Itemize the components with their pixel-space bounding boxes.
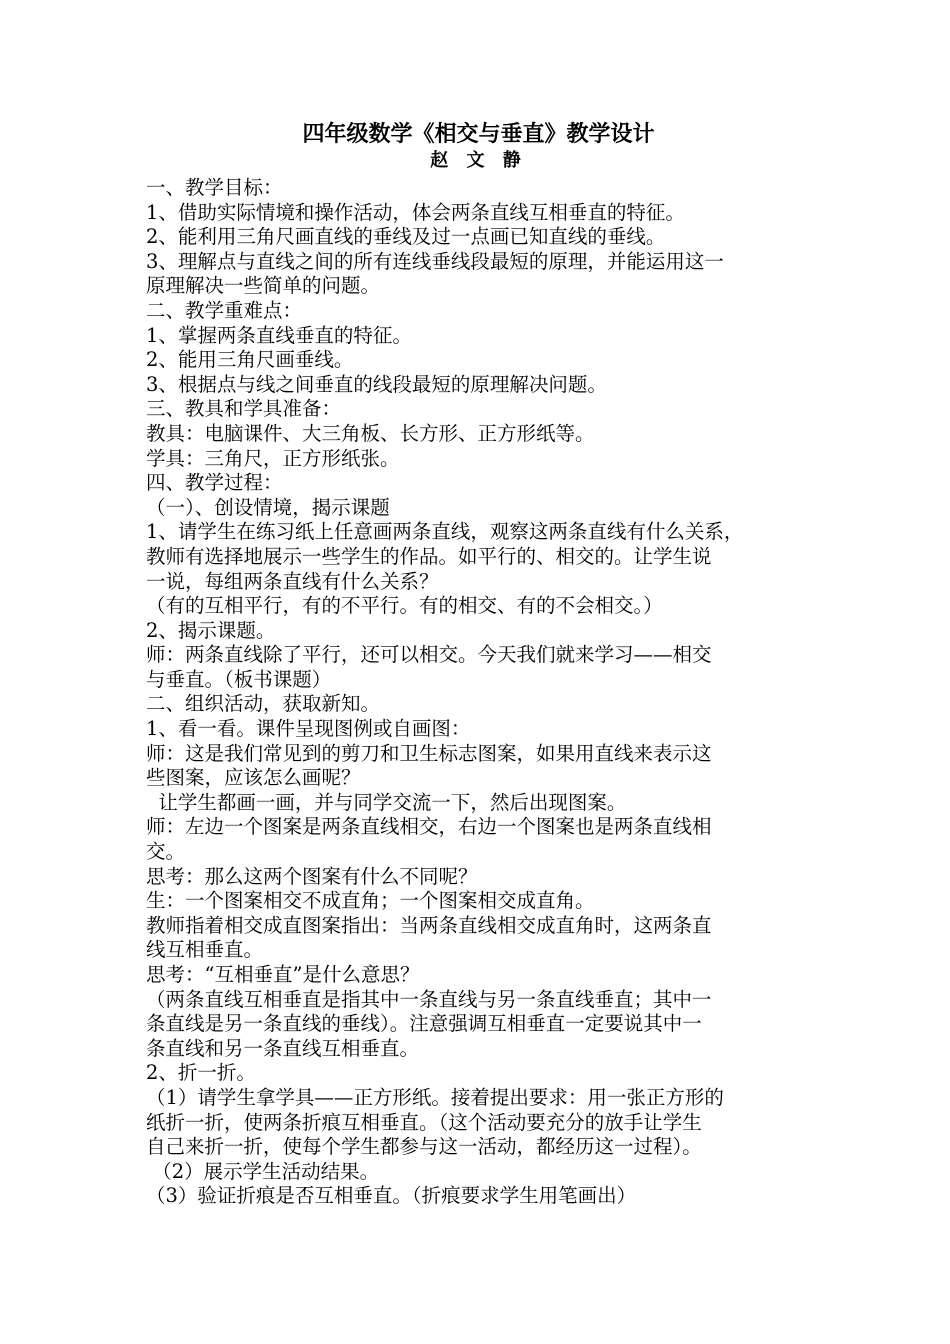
body-line: 师：两条直线除了平行，还可以相交。今天我们就来学习——相交	[146, 643, 712, 667]
body-line: 2、能利用三角尺画直线的垂线及过一点画已知直线的垂线。	[146, 225, 666, 249]
body-line: 二、组织活动，获取新知。	[146, 692, 381, 716]
body-line: 四、教学过程：	[146, 471, 283, 495]
body-line: 1、借助实际情境和操作活动，体会两条直线互相垂直的特征。	[146, 200, 685, 224]
body-line: （一）、创设情境，揭示课题	[146, 495, 390, 519]
body-line: 师：这是我们常见到的剪刀和卫生标志图案，如果用直线来表示这	[146, 741, 712, 765]
body-line: 2、能用三角尺画垂线。	[146, 348, 354, 372]
body-line: 生：一个图案相交不成直角；一个图案相交成直角。	[146, 889, 595, 913]
body-line: 学具：三角尺，正方形纸张。	[146, 446, 400, 470]
body-line: 1、请学生在练习纸上任意画两条直线，观察这两条直线有什么关系，	[146, 520, 744, 544]
body-line: （3）验证折痕是否互相垂直。（折痕要求学生用笔画出）	[146, 1184, 637, 1208]
body-line: 条直线和另一条直线互相垂直。	[146, 1036, 420, 1060]
body-line: 思考：“互相垂直”是什么意思？	[146, 963, 420, 986]
body-line: （有的互相平行，有的不平行。有的相交、有的不会相交。）	[146, 594, 663, 618]
body-line: 线互相垂直。	[146, 938, 264, 962]
body-line: 1、看一看。课件呈现图例或自画图：	[146, 717, 471, 741]
body-line: 2、揭示课题。	[146, 618, 276, 642]
body-line: 教师有选择地展示一些学生的作品。如平行的、相交的。让学生说	[146, 544, 712, 568]
body-line: 思考：那么这两个图案有什么不同呢？	[146, 864, 478, 888]
document-author: 赵 文 静	[430, 150, 527, 171]
body-line: 三、教具和学具准备：	[146, 397, 342, 421]
body-line: 2、折一折。	[146, 1061, 256, 1085]
body-line: 与垂直。（板书课题）	[146, 667, 332, 691]
body-line: 原理解决一些简单的问题。	[146, 274, 381, 298]
body-line: 让学生都画一画，并与同学交流一下，然后出现图案。	[146, 790, 627, 814]
document-title: 四年级数学《相交与垂直》教学设计	[302, 122, 655, 147]
document-body	[146, 176, 811, 1209]
body-line: 3、根据点与线之间垂直的线段最短的原理解决问题。	[146, 372, 607, 396]
body-line: （2）展示学生活动结果。	[146, 1159, 380, 1183]
body-line: 些图案，应该怎么画呢？	[146, 766, 361, 790]
body-line: 1、掌握两条直线垂直的特征。	[146, 323, 412, 347]
body-line: 纸折一折，使两条折痕互相垂直。（这个活动要充分的放手让学生	[146, 1110, 702, 1134]
body-line: 一、教学目标：	[146, 176, 283, 199]
body-line: 师：左边一个图案是两条直线相交，右边一个图案也是两条直线相	[146, 815, 712, 839]
body-line: 教师指着相交成直图案指出：当两条直线相交成直角时，这两条直	[146, 913, 712, 937]
body-line: 交。	[146, 840, 186, 864]
body-line: 二、教学重难点：	[146, 298, 303, 322]
body-line: 自己来折一折，使每个学生都参与这一活动，都经历这一过程）。	[146, 1135, 702, 1159]
body-line: 条直线是另一条直线的垂线）。注意强调互相垂直一定要说其中一	[146, 1012, 702, 1036]
body-line: 教具：电脑课件、大三角板、长方形、正方形纸等。	[146, 421, 595, 445]
body-line: 3、理解点与直线之间的所有连线垂线段最短的原理，并能运用这一	[146, 249, 724, 273]
body-line: 一说，每组两条直线有什么关系？	[146, 569, 439, 593]
body-line: （1）请学生拿学具——正方形纸。接着提出要求：用一张正方形的	[146, 1085, 724, 1109]
body-line: （两条直线互相垂直是指其中一条直线与另一条直线垂直；其中一	[146, 987, 712, 1011]
document-page	[146, 120, 811, 1209]
